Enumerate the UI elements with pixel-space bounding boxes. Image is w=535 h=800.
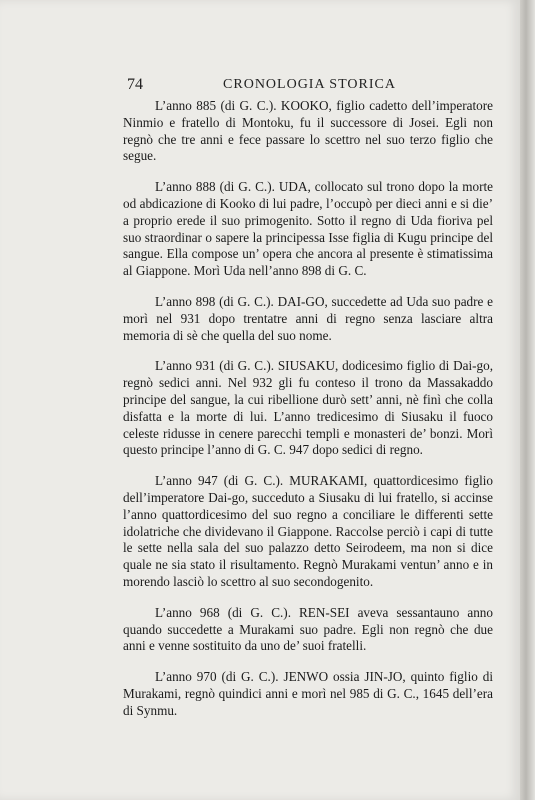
body-text — [123, 98, 493, 720]
running-head — [127, 76, 492, 96]
entry-kooko: L’anno 885 (di G. C.). KOOKO, figlio cadetto dell’imperatore Ninmio e fratello di Montoku, fu il successore di Josei. Egli non regnò che tre anni e fece passare lo scettro nel suo terzo figlio che segue. — [123, 98, 493, 164]
entry-siusaku: L’anno 931 (di G. C.). SIUSAKU, dodicesimo figlio di Dai-go, regnò sedici anni. Nel 932 gli fu conteso il trono da Massakaddo principe del sangue, la cui ribellione durò sett’ anni, nè finì che colla disfatta e la morte di lui. L’anno tredicesimo di Siusaku il fuoco celeste ridusse in cenere parecchi templi e monasteri de’ bonzi. Morì questo principe l’anno di G. C. 947 dopo sedici di regno. — [123, 358, 493, 458]
entry-ren-sei: L’anno 968 (di G. C.). REN-SEI aveva sessantauno anno quando succedette a Murakami suo padre. Egli non regnò che due anni e venne sostituito da uno de’ suoi fratelli. — [123, 604, 493, 654]
entry-dai-go: L’anno 898 (di G. C.). DAI-GO, succedette ad Uda suo padre e morì nel 931 dopo trentatre anni di regno senza lasciare altra memoria di sè che quella del suo nome. — [123, 293, 493, 343]
page-edge — [520, 0, 535, 800]
page-number: 74 — [127, 76, 143, 93]
running-title: CRONOLOGIA STORICA — [223, 77, 396, 92]
entry-uda: L’anno 888 (di G. C.). UDA, collocato sul trono dopo la morte od abdicazione di Kooko di lui padre, l’occupò per dieci anni e si die’ a proprio erede il suo primogenito. Sotto il regno di Uda fioriva pel suo straordinar o sapere la principessa Isse figlia di Kugu principe del sangue. Ella compose un’ opera che ancora al presente è stimatissima al Giappone. Morì Uda nell’anno 898 di G. C. — [123, 179, 493, 279]
entry-jenwo: L’anno 970 (di G. C.). JENWO ossia JIN-JO, quinto figlio di Murakami, regnò quindici anni e morì nel 985 di G. C., 1645 dell’era di Synmu. — [123, 669, 493, 718]
entry-murakami: L’anno 947 (di G. C.). MURAKAMI, quattordicesimo figlio dell’imperatore Dai-go, succeduto a Siusaku di lui fratello, si accinse l’anno quattordicesimo del suo regno a conciliare le differenti sette idolatriche che dividevano il Giappone. Raccolse perciò i capi di tutte le sette nella sala del suo palazzo detto Seirodeem, ma non si dice quale ne sia stato il risultamento. Regnò Murakami ventun’ anno e in morendo lasciò lo scettro al suo secondogenito. — [123, 473, 493, 589]
